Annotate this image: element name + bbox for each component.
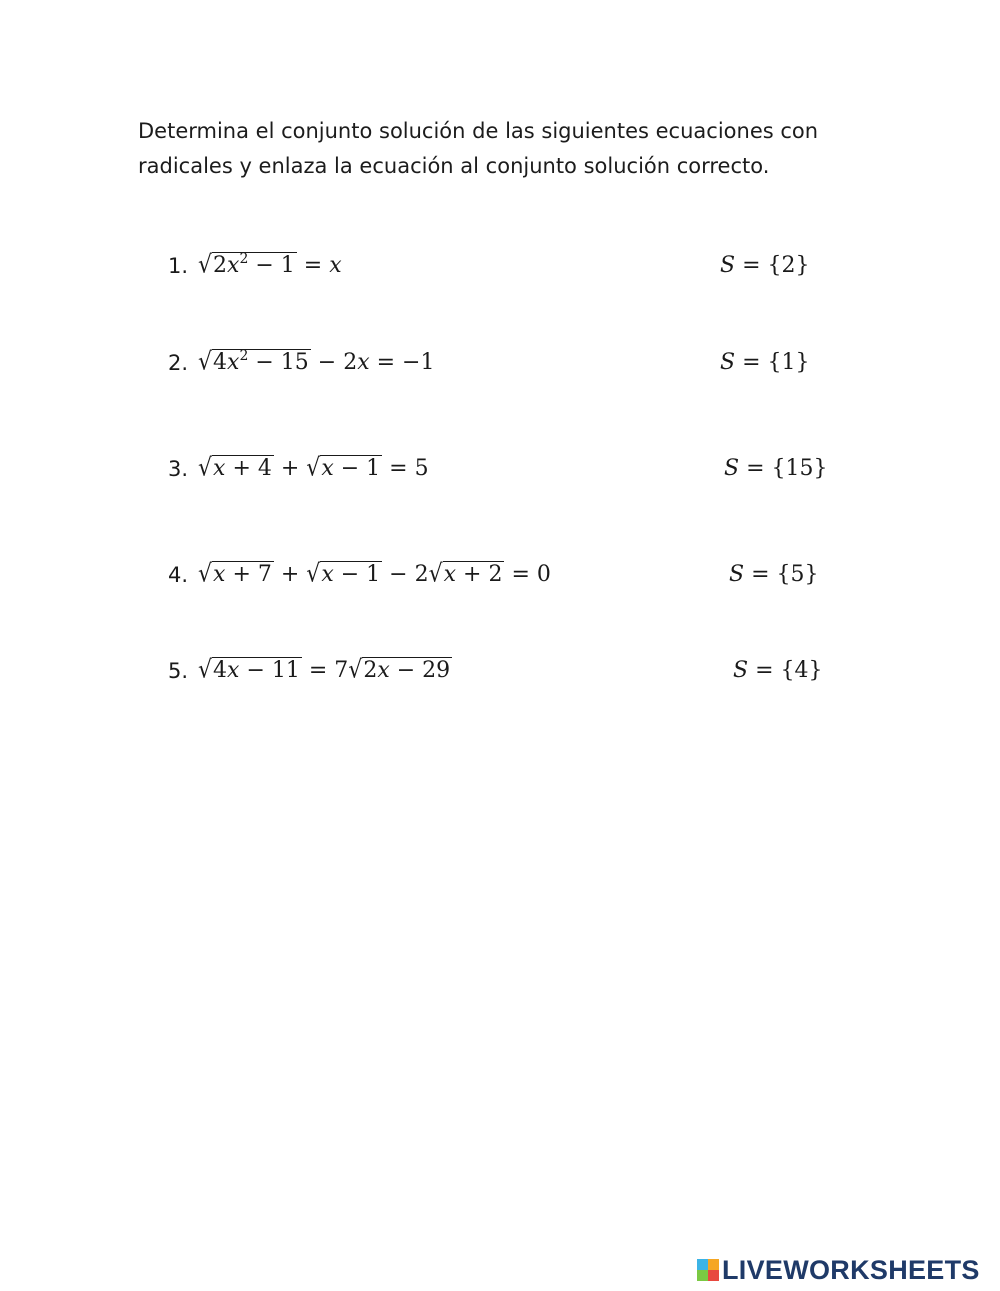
equation-expression: √4x − 11 = 7√2x − 29 xyxy=(198,651,452,691)
equation-row-2 xyxy=(0,343,1000,383)
radical-sign: √ xyxy=(198,656,213,685)
radicand: x − 1 xyxy=(321,456,381,481)
equation-number: 5. xyxy=(168,659,189,683)
solution-set[interactable]: S = {4} xyxy=(733,658,823,683)
liveworksheets-logo-icon xyxy=(697,1259,719,1281)
radical xyxy=(198,343,311,383)
radicand: x + 4 xyxy=(213,456,272,481)
radicand: $4x^2 - 15$ xyxy=(213,348,309,375)
radical-sign: √ xyxy=(198,348,213,377)
radical xyxy=(306,555,382,595)
radical-sign: √ xyxy=(306,560,321,589)
equation-row-3 xyxy=(0,449,1000,489)
radicand: $2x^2 - 1$ xyxy=(213,251,295,278)
equation-number: 3. xyxy=(168,457,189,481)
radical xyxy=(306,449,382,489)
instructions-line-1: Determina el conjunto solución de las siguientes ecuaciones con xyxy=(138,119,819,143)
radical xyxy=(198,246,297,286)
solution-set[interactable]: S = {5} xyxy=(729,562,819,587)
radicand: x + 2 xyxy=(443,562,503,587)
radical-sign: √ xyxy=(306,454,321,483)
brand-name: LIVEWORKSHEETS xyxy=(722,1254,980,1285)
instructions-line-2: radicales y enlaza la ecuación al conjunto solución correcto. xyxy=(138,154,770,178)
equation-row-5 xyxy=(0,651,1000,691)
radical xyxy=(198,555,274,595)
equation-row-1 xyxy=(0,246,1000,286)
equation-number: 2. xyxy=(168,351,189,375)
radical-sign: √ xyxy=(348,656,363,685)
radical-sign: √ xyxy=(428,560,443,589)
radicand: 2x − 29 xyxy=(363,658,451,683)
radicand: x + 7 xyxy=(213,562,272,587)
instructions xyxy=(138,114,858,184)
radical xyxy=(429,555,505,595)
equation-row-4 xyxy=(0,555,1000,595)
solution-set[interactable]: S = {1} xyxy=(720,350,810,375)
liveworksheets-branding[interactable] xyxy=(697,1253,980,1287)
solution-set[interactable]: S = {15} xyxy=(724,456,828,481)
radical xyxy=(198,449,274,489)
equation-expression: $√4x^2 - 15 - 2x = -1$ xyxy=(198,343,435,383)
radical-sign: √ xyxy=(198,560,213,589)
equation-expression: √x + 4 + √x − 1 = 5 xyxy=(198,449,429,489)
equation-expression: $√2x^2 - 1 = x$ xyxy=(198,246,342,286)
radicand: 4x − 11 xyxy=(213,658,300,683)
equation-number: 4. xyxy=(168,563,189,587)
radical xyxy=(348,651,452,691)
radical xyxy=(198,651,302,691)
solution-set[interactable]: S = {2} xyxy=(720,253,810,278)
equation-expression: √x + 7 + √x − 1 − 2√x + 2 = 0 xyxy=(198,555,551,595)
radical-sign: √ xyxy=(198,454,213,483)
equation-number: 1. xyxy=(168,254,189,278)
radical-sign: √ xyxy=(198,251,213,280)
radicand: x − 1 xyxy=(321,562,381,587)
